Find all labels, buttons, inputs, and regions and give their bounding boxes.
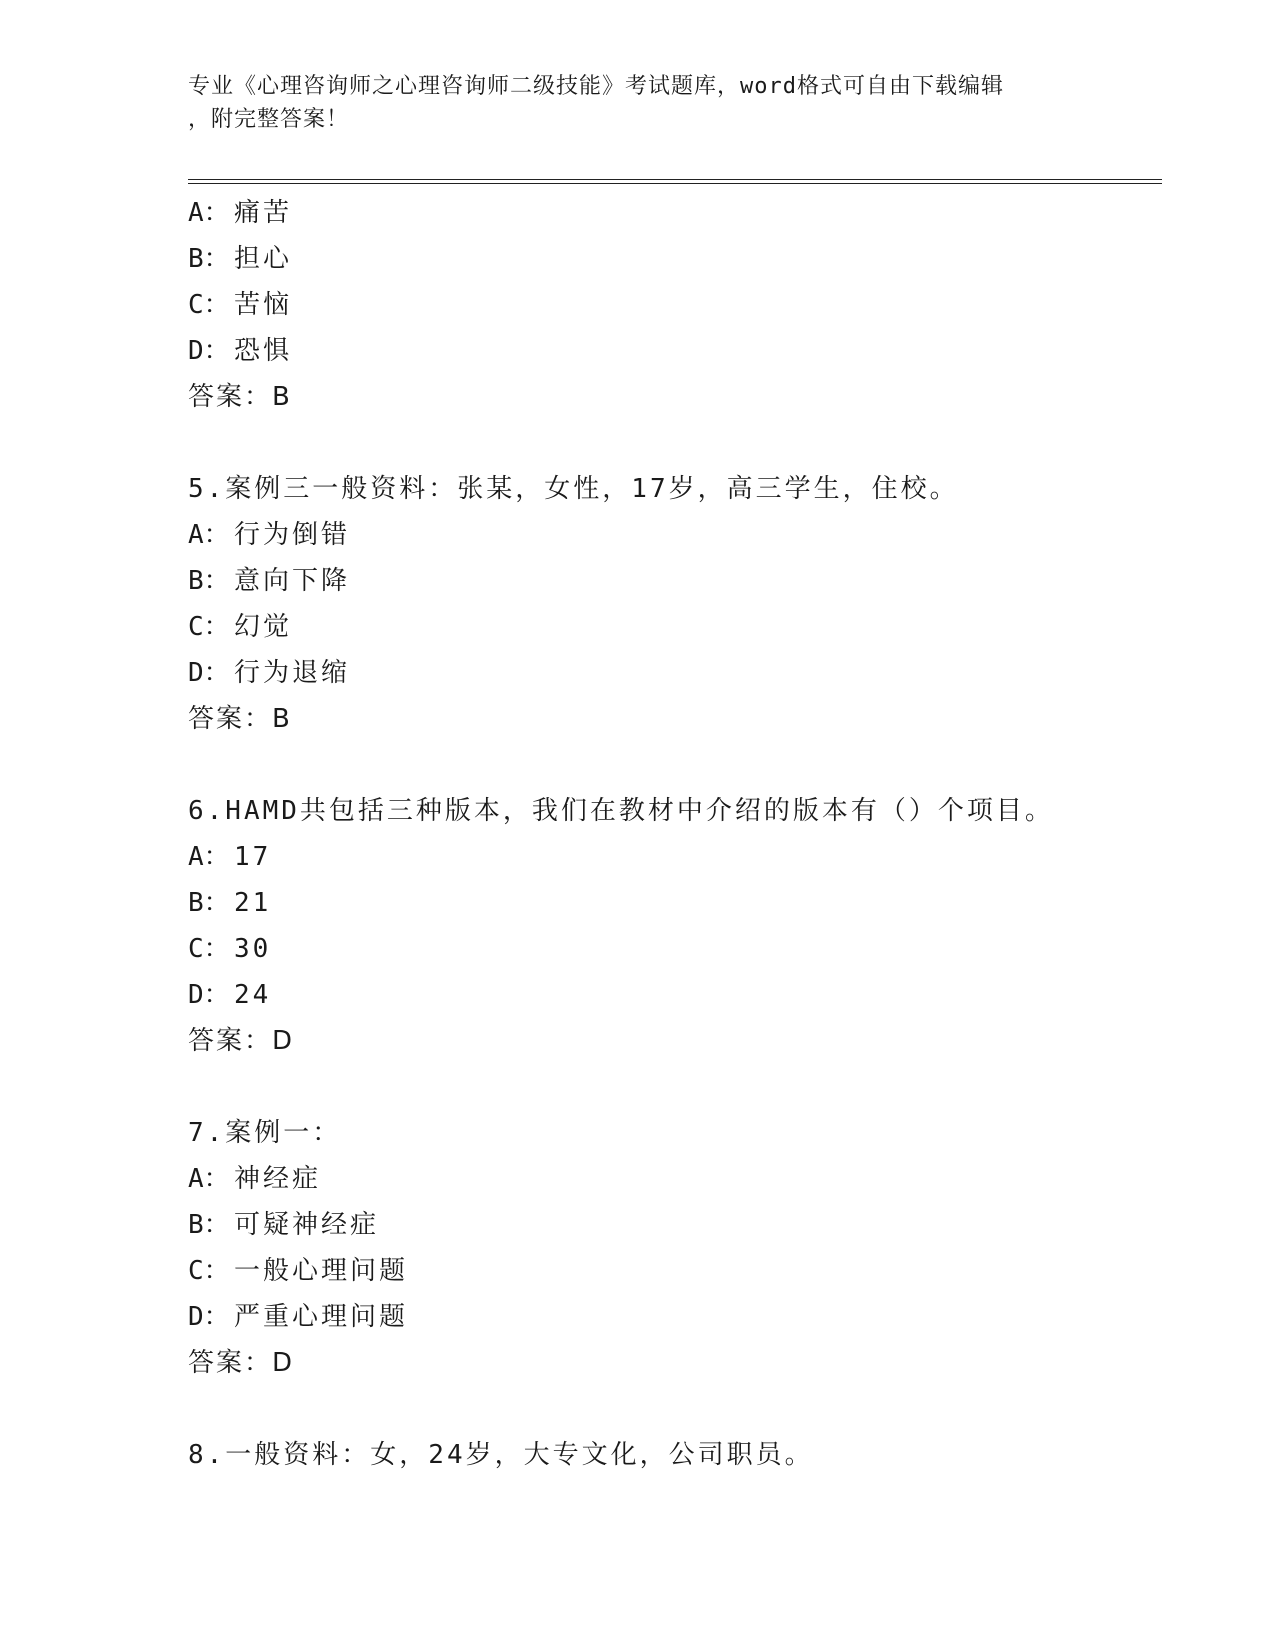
answer-line: 答案：D (188, 1026, 295, 1056)
option-key: B： (188, 244, 230, 274)
option-d (188, 650, 1168, 696)
question-text: 8.一般资料：女，24岁，大专文化，公司职员。 (188, 1440, 814, 1470)
option-key: D： (188, 336, 230, 366)
option-text: 严重心理问题 (234, 1302, 409, 1332)
block-spacer (188, 742, 1168, 788)
option-text: 苦恼 (234, 290, 293, 320)
option-text: 担心 (234, 244, 293, 274)
option-b (188, 1202, 1168, 1248)
question-block (188, 190, 1168, 420)
header-line-1: 专业《心理咨询师之心理咨询师二级技能》考试题库，word格式可自由下载编辑 (188, 74, 1004, 99)
option-key: B： (188, 566, 230, 596)
block-spacer (188, 420, 1168, 466)
option-a (188, 512, 1168, 558)
option-key: A： (188, 842, 230, 872)
option-key: A： (188, 198, 230, 228)
option-key: C： (188, 934, 230, 964)
option-b (188, 880, 1168, 926)
question-block (188, 788, 1168, 1064)
option-text: 17 (234, 842, 272, 872)
block-spacer (188, 1064, 1168, 1110)
option-text: 恐惧 (234, 336, 293, 366)
option-text: 行为倒错 (234, 520, 351, 550)
document-header (188, 70, 1088, 136)
option-key: C： (188, 1256, 230, 1286)
option-c (188, 926, 1168, 972)
option-key: B： (188, 1210, 230, 1240)
option-a (188, 190, 1168, 236)
question-block (188, 466, 1168, 742)
option-key: D： (188, 658, 230, 688)
answer-line: 答案：D (188, 1348, 295, 1378)
option-a (188, 1156, 1168, 1202)
question-block (188, 1110, 1168, 1386)
block-spacer (188, 1386, 1168, 1432)
option-key: D： (188, 980, 230, 1010)
option-c (188, 604, 1168, 650)
question-text: 6.HAMD共包括三种版本，我们在教材中介绍的版本有（）个项目。 (188, 796, 1054, 826)
option-c (188, 1248, 1168, 1294)
option-key: A： (188, 520, 230, 550)
option-key: B： (188, 888, 230, 918)
option-text: 痛苦 (234, 198, 293, 228)
question-text: 5.案例三一般资料：张某，女性，17岁，高三学生，住校。 (188, 474, 959, 504)
option-d (188, 328, 1168, 374)
question-text: 7.案例一： (188, 1118, 342, 1148)
option-key: C： (188, 290, 230, 320)
option-d (188, 1294, 1168, 1340)
answer-line: 答案：B (188, 382, 292, 412)
option-text: 30 (234, 934, 272, 964)
option-key: A： (188, 1164, 230, 1194)
option-text: 21 (234, 888, 272, 918)
option-key: D： (188, 1302, 230, 1332)
header-line-2: ，附完整答案！ (188, 107, 350, 132)
option-text: 幻觉 (234, 612, 293, 642)
option-text: 神经症 (234, 1164, 322, 1194)
option-text: 一般心理问题 (234, 1256, 409, 1286)
option-b (188, 236, 1168, 282)
option-c (188, 282, 1168, 328)
option-key: C： (188, 612, 230, 642)
option-text: 24 (234, 980, 272, 1010)
option-text: 行为退缩 (234, 658, 351, 688)
header-divider-top (188, 179, 1162, 180)
option-b (188, 558, 1168, 604)
option-text: 可疑神经症 (234, 1210, 380, 1240)
option-d (188, 972, 1168, 1018)
question-list (188, 190, 1168, 1478)
answer-line: 答案：B (188, 704, 292, 734)
question-block (188, 1432, 1168, 1478)
option-text: 意向下降 (234, 566, 351, 596)
header-divider-bottom (188, 183, 1162, 184)
option-a (188, 834, 1168, 880)
